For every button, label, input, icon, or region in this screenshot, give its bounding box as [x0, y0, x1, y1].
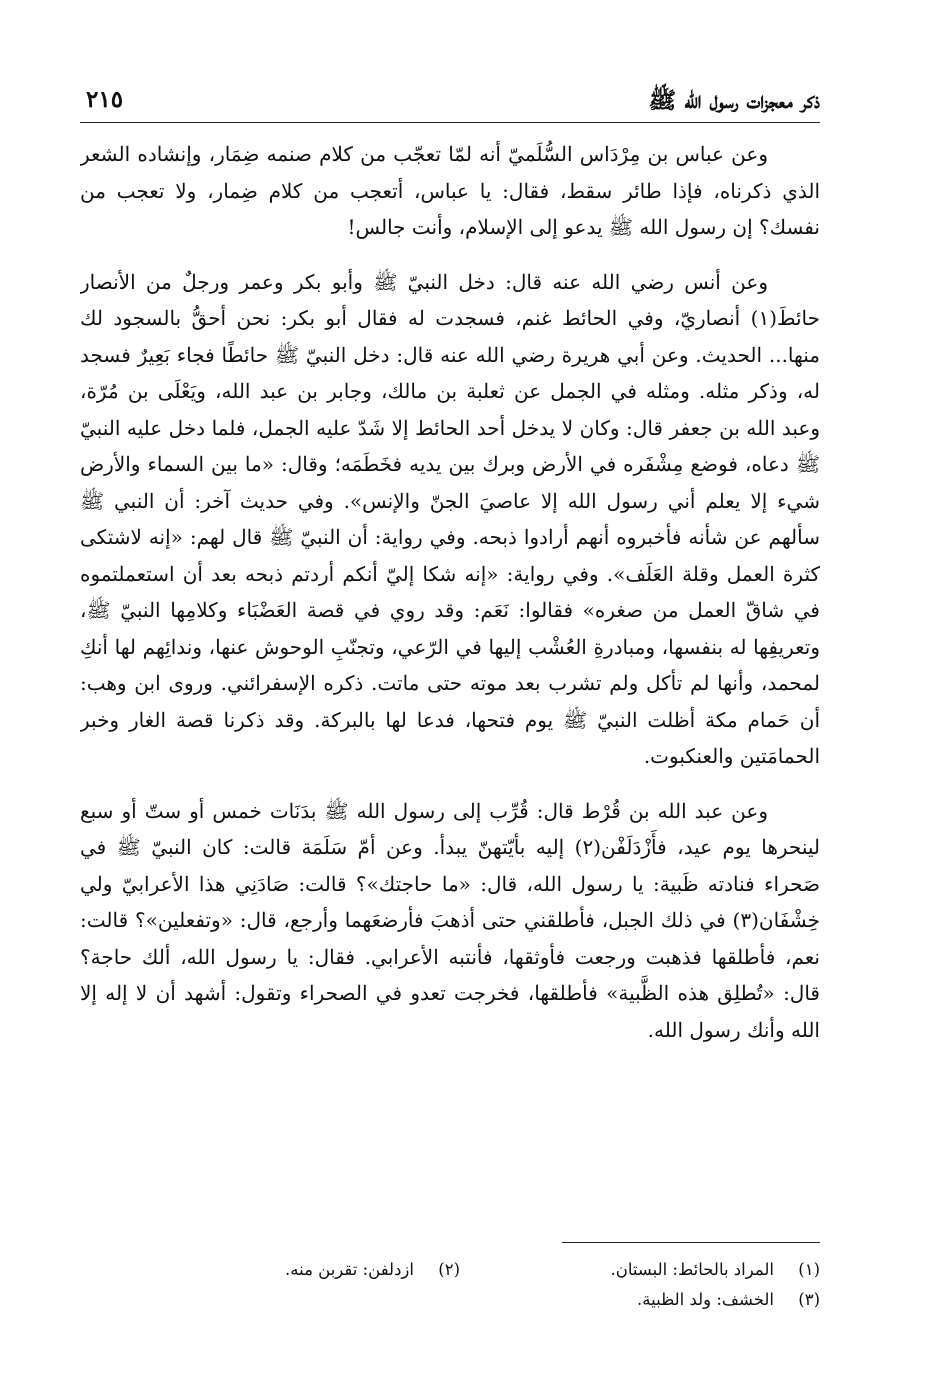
footnote-text: المراد بالحائط: البستان.	[610, 1260, 774, 1279]
footnote-3	[460, 1285, 820, 1315]
footnote-number: (٢)	[438, 1260, 460, 1279]
footnotes	[80, 1255, 820, 1315]
running-title: ذكر معجزات رسول الله ﷺ	[648, 87, 820, 114]
page-number: ٢١٥	[86, 86, 124, 113]
paragraph-abbas: وعن عباس بن مِرْدَاس السُّلَميّ أنه لمّا تعجّب من كلام صنمه ضِمَار، وإنشاده الشعر الذي ذكرناه، فإذا طائر سقط، فقال: يا عباس، أتعجب من كلام ضِمار، ولا تعجب من نفسك؟ إن رسول الله ﷺ يدعو إلى الإسلام، وأنت جالس!	[80, 142, 820, 239]
page-header	[80, 82, 820, 123]
footnote-2	[100, 1255, 460, 1285]
footnote-number: (١)	[798, 1260, 820, 1279]
paragraph-anas: وعن أنس رضي الله عنه قال: دخل النبيّ ﷺ وأبو بكر وعمر ورجلٌ من الأنصار حائطَ(١) أنصاريّ، وفي الحائط غنم، فسجدت له فقال أبو بكر: نحن أحقُّ بالسجود لك منها... الحديث. وعن أبي هريرة رضي الله عنه قال: دخل النبيّ ﷺ حائطًا فجاء بَعِيرٌ فسجد له، وذكر مثله. ومثله في الجمل عن ثعلبة بن مالك، وجابر بن عبد الله، ويَعْلَى بن مُرّة، وعبد الله بن جعفر قال: وكان لا يدخل أحد الحائط إلا شَدّ عليه الجمل، فلما دخل عليه النبيّ ﷺ دعاه، فوضع مِشْفَره في الأرض وبرك بين يديه فخَطَمَه؛ وقال: «ما بين السماء والأرض شيء إلا يعلم أني رسول الله إلا عاصيَ الجنّ والإنس». وفي حديث آخر: أن النبي ﷺ سألهم عن شأنه فأخبروه أنهم أرادوا ذبحه. وفي رواية: أن النبيّ ﷺ قال لهم: «إنه لاشتكى كثرة العمل وقلة العَلَف». وفي رواية: «إنه شكا إليّ أنكم أردتم ذبحه بعد أن استعملتموه في شاقّ العمل من صغره» فقالوا: نَعَم: وقد روي في قصة العَضْبَاء وكلامِها النبيّ ﷺ، وتعريفِها له بنفسها، ومبادرةِ العُشْب إليها في الرّعي، وتجنّبِ الوحوش عنها، وندائِهم لها أنكِ لمحمد، وأنها لم تأكل ولم تشرب بعد موته حتى ماتت. ذكره الإسفرائني. وروى ابن وهب: أن حَمام مكة أظلت النبيّ ﷺ يوم فتحها، فدعا لها بالبركة. وقد ذكرنا قصة الغار وخبر الحمامَتين والعنكبوت.	[80, 269, 820, 768]
footnote-1	[460, 1255, 820, 1285]
footnote-number: (٣)	[798, 1290, 820, 1309]
footnote-row	[80, 1285, 820, 1315]
footnote-text: ازدلفن: تقربن منه.	[285, 1260, 414, 1279]
paragraph-abdullah-qurt: وعن عبد الله بن قُرْط قال: قُرِّب إلى رسول الله ﷺ بدَنَات خمس أو ستّ أو سبع لينحرها يوم عيد، فأَزْدَلَفْن(٢) إليه بأيّتهنّ يبدأ. وعن أمّ سَلَمَة قالت: كان النبيّ ﷺ في صَحراء فنادته ظَبية: يا رسول الله، قال: «ما حاجتك»؟ قالت: صَادَنِي هذا الأعرابيّ ولي خِشْفَان(٣) في ذلك الجبل، فأطلقني حتى أذهبَ فأرضعَهما وأرجع، قال: «وتفعلين»؟ قالت: نعم، فأطلقها فذهبت ورجعت فأوثقها، فأنتبه الأعرابي. فقال: يا رسول الله، ألك حاجة؟ قال: «تُطلِق هذه الظَّبية» فأطلقها، فخرجت تعدو في الصحراء وتقول: أشهد أن لا إله إلا الله وأنك رسول الله.	[80, 798, 820, 1042]
footnote-row	[80, 1255, 820, 1285]
footnote-separator	[562, 1242, 820, 1243]
body-text	[80, 136, 820, 1216]
footnote-text: الخشف: ولد الظبية.	[637, 1290, 774, 1309]
